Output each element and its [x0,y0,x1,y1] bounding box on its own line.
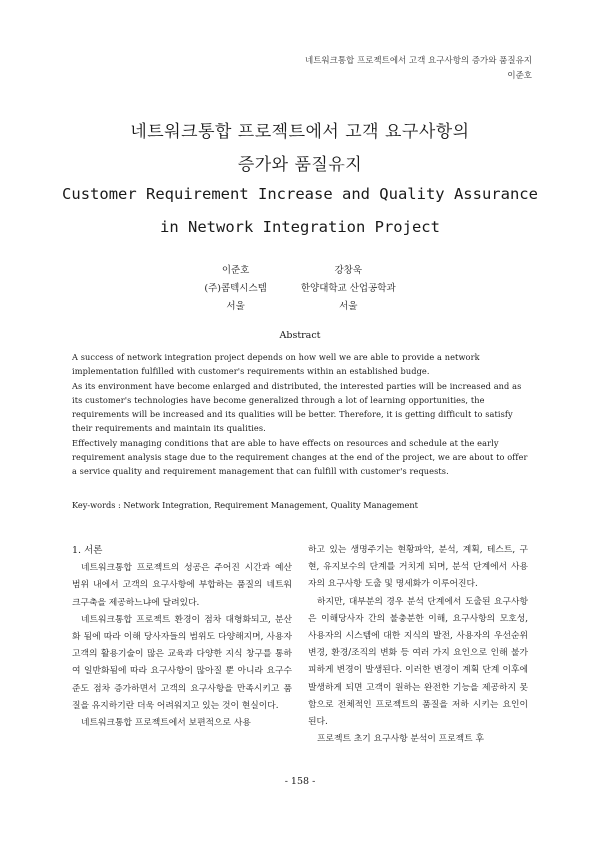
body-paragraph: 프로젝트 초기 요구사항 분석이 프로젝트 후 [317,734,484,745]
author-name: 강창욱 [334,265,362,276]
english-title-line-1: Customer Requirement Increase and Quality Assurance [62,185,538,203]
abstract-heading: Abstract [279,330,321,341]
body-column-left [72,542,292,732]
author-1 [204,262,266,316]
author-name: 이준호 [221,265,250,276]
running-header-author: 이준호 [507,71,532,81]
author-2 [301,262,396,316]
abstract-paragraph: A success of network integration project depends on how well we are able to provide a network implementation fulfilled with customer's requirements within an established budge. [72,352,480,377]
author-affiliation: 한양대학교 산업공학과 [300,283,396,294]
body-paragraph: 하지만, 대부분의 경우 분석 단계에서 도출된 요구사항은 이해당사자 간의 불충분한 이해, 요구사항의 모호성, 사용자의 시스템에 대한 지식의 발전, 사용자의 우선순위 변경, 환경/조직의 변화 등 여러 가지 요인으로 인해 불가피하게 변경이 발생된다. 이러한 변경이 계획 단계 이후에 발생하게 되면 고객이 원하는 완전한 기능을 제공하지 못함으로 전체적인 프로젝트의 품질을 저하 시키는 요인이 된다. [308,596,528,728]
abstract-paragraph: As its environment have become enlarged and distributed, the interested parties will be increased and as its customer's technologies have become generalized through a lot of learning opportunities, the requirements will be increased and its qualities will be better. Therefore, it is getting difficult to satisfy their requirements and maintain its qualities. [72,380,522,434]
korean-title-line-1: 네트워크통합 프로젝트에서 고객 요구사항의 [130,122,470,142]
author-affiliation: (주)콤텍시스템 [204,283,267,294]
body-paragraph: 네트워크통합 프로젝트 환경이 점차 대형화되고, 분산화 됨에 따라 이해 당사자들의 범위도 다양해지며, 사용자 고객의 활용기술이 많은 교육과 다양한 지식 창구를 통하여 일반화됨에 따라 요구사항이 많아질 뿐 아니라 요구수준도 점차 증가하면서 고객의 요구사항을 만족시키고 품질을 유지하기란 더욱 어려워지고 있는 것이 현실이다. [72,614,292,711]
abstract-paragraph: Effectively managing conditions that are able to have effects on resources and schedule at the early requirement analysis stage due to the requirement changes at the end of the project, we are about to offer a service quality and requirement management that can fulfill with customer's requests. [72,437,528,477]
author-location: 서울 [226,301,245,312]
running-header-title: 네트워크통합 프로젝트에서 고객 요구사항의 증가와 품질유지 [305,56,532,66]
abstract-body [72,350,530,479]
body-paragraph: 네트워크통합 프로젝트에서 보편적으로 사용 [81,718,251,729]
english-title-line-2: in Network Integration Project [160,218,440,236]
body-column-right [308,542,528,748]
korean-title-line-2: 증가와 품질유지 [237,155,363,175]
body-paragraph: 네트워크통합 프로젝트의 성공은 주어진 시간과 예산 범위 내에서 고객의 요구사항에 부합하는 품질의 네트워크구축을 제공하느냐에 달려있다. [72,563,292,608]
page-number: - 158 - [284,776,316,787]
author-block [0,262,600,316]
body-paragraph: 하고 있는 생명주기는 현황파악, 분석, 계획, 테스트, 구현, 유지보수의 단계를 거치게 되며, 분석 단계에서 사용자의 요구사항 도출 및 명세화가 이루어진다. [308,545,528,590]
keywords: Key-words : Network Integration, Requirement Management, Quality Management [72,500,418,510]
section-heading: 1. 서론 [72,545,103,556]
author-location: 서울 [339,301,358,312]
running-header [305,54,532,84]
